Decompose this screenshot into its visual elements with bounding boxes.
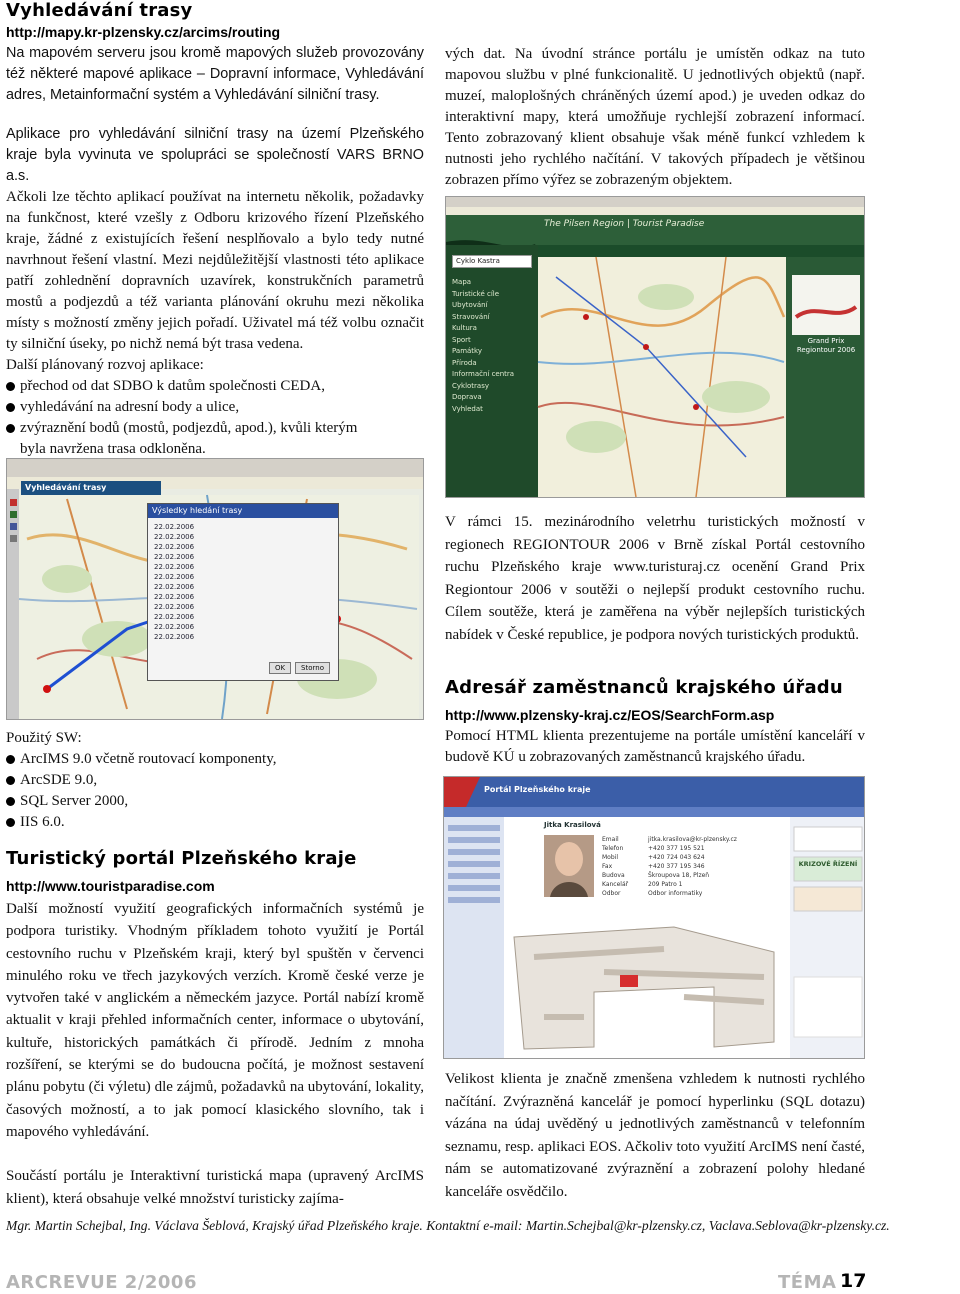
url-touristparadise[interactable]: http://www.touristparadise.com <box>6 878 215 894</box>
list-item: SQL Server 2000, <box>6 791 424 812</box>
section-software <box>6 728 424 833</box>
paragraph-interactive-map-continued: vých dat. Na úvodní stránce portálu je umístěn odkaz na tuto mapovou službu v plné funkcionalitě. U jednotlivých objektů (např. muzeí, maloplošných chráněných území apod.) je uveden odkaz do interaktivní mapy, která umožňuje rychlejší zobrazení informací. Tento zobrazovaný klient obsahuje však méně funkcí vzhledem k nutnosti jeho rychlého načítání. V takových případech je většinou zobrazen přímo výřez se zobrazeným objektem. <box>445 46 865 188</box>
table-row: 22.02.2006 <box>154 583 195 591</box>
field-value: Škroupova 18, Plzeň <box>648 872 710 879</box>
menu-item[interactable]: Stravování <box>452 312 490 321</box>
url-eos-search[interactable]: http://www.plzensky-kraj.cz/EOS/SearchForm.asp <box>445 707 775 723</box>
person-details <box>602 835 782 898</box>
portal-menu <box>452 277 534 415</box>
ok-button[interactable]: OK <box>269 662 291 674</box>
page-number: 17 <box>840 1270 867 1292</box>
field-value: +420 377 195 346 <box>648 863 705 870</box>
figure-tourist-portal <box>445 196 865 498</box>
list-item: vyhledávání na adresní body a ulice, <box>6 397 424 418</box>
paragraph-app-vars: Aplikace pro vyhledávání silniční trasy na území Plzeňského kraje byla vyvinuta ve spolupráci se společností VARS BRNO a.s. <box>6 126 424 184</box>
menu-item[interactable]: Sport <box>452 335 471 344</box>
paragraph-tourism-support: Další možností využití geografických informačních systémů je podpora turistiky. Vhodným příkladem tohoto využití je Portál cestovního ruchu v Plzeňském kraji, který byl spuštěn v červenci minulého roku ve třech jazykových verzích. Kromě české verze je vytvořen také v anglickém a německém jazyce. Portál nabízí kromě aktualit v kraji přehled informačních center, informace o ubytování, kultuře, historických památkách či přírodě. Jedním z mnoha rozšíření, se kterými se do budoucna počítá, je možnost sestavení plánu pobytu (či výletu) dle zájmů, požadavků na ubytování, lokality, časových možností, a to jak pomocí klasického slovního, tak i mapového vyhledávání. <box>6 901 424 1140</box>
paragraph-requirements: Ačkoli lze těchto aplikací používat na internetu několik, požadavky na funkčnost, které vzešly z Odboru krizového řízení Plzeňského kraje, žádné z existujících řešení nesplňovalo a bylo tedy nutné navrhnout řešení vlastní. Mezi nejdůležitější vlastnosti této aplikace patří zohlednění dopravních uzavírek, konstrukčních parametrů mostů a podjezdů a též varianta plánování okruhu mezi několika místy s možností změny jejich pořadí. Uživatel má též volbu označit ty silniční úseky, po nichž nemá být trasa vedena. <box>6 189 424 352</box>
field-label: Kancelář <box>602 881 629 888</box>
section-route-search <box>6 0 424 460</box>
paragraph-interactive-map: Součástí portálu je Interaktivní turistická mapa (upravený ArcIMS klient), která obsahuje velké množství turisticky zajíma- <box>6 1168 424 1207</box>
journal-name: ARCREVUE 2/2006 <box>6 1272 197 1293</box>
menu-item[interactable]: Mapa <box>452 278 472 286</box>
table-row: 22.02.2006 <box>154 523 195 531</box>
office-directory-screenshot <box>444 777 865 1059</box>
menu-item[interactable]: Památky <box>452 347 482 355</box>
section-client-size <box>445 1068 865 1203</box>
table-row: 22.02.2006 <box>154 593 195 601</box>
section-regiontour <box>445 511 865 646</box>
figure-office-directory <box>443 776 865 1059</box>
section-employee-directory <box>445 677 865 768</box>
person-name: Jitka Krasilová <box>544 821 601 829</box>
award-badge: Grand Prix Regiontour 2006 <box>796 337 856 354</box>
list-item: IIS 6.0. <box>6 812 424 833</box>
route-results-dialog <box>147 503 339 681</box>
field-value: Odbor informatiky <box>648 890 703 897</box>
url-routing[interactable]: http://mapy.kr-plzensky.cz/arcims/routing <box>6 24 281 40</box>
crisis-badge[interactable]: KRIZOVÉ ŘÍZENÍ <box>798 860 858 868</box>
paragraph-planned: Další plánovaný rozvoj aplikace: <box>6 357 204 373</box>
menu-item[interactable]: Cyklotrasy <box>452 381 490 390</box>
menu-item[interactable]: Turistické cíle <box>452 289 500 298</box>
heading-tourist-portal: Turistický portál Plzeňského kraje <box>6 848 357 869</box>
app-banner: Vyhledávání trasy <box>25 483 107 492</box>
figure-routing-app <box>6 458 424 720</box>
section-tourist-portal <box>6 848 424 1210</box>
field-label: Fax <box>602 863 613 870</box>
heading-employee-directory: Adresář zaměstnanců krajského úřadu <box>445 677 843 698</box>
menu-item[interactable]: Kultura <box>452 324 477 332</box>
table-row: 22.02.2006 <box>154 533 195 541</box>
field-label: Mobil <box>602 854 618 861</box>
table-row: 22.02.2006 <box>154 563 195 571</box>
menu-item[interactable]: Vyhledat <box>452 404 483 413</box>
portal-banner: The Pilsen Region | Tourist Paradise <box>544 219 705 229</box>
portal-banner: Portál Plzeňského kraje <box>484 785 591 794</box>
software-label: Použitý SW: <box>6 730 82 746</box>
paragraph-map-server: Na mapovém serveru jsou kromě mapových služeb provozovány též některé mapové aplikace – Dopravní informace, Vyhledávání adres, Metainformační systém a Vyhledávání silniční trasy. <box>6 45 424 103</box>
field-value: +420 724 043 624 <box>648 854 705 861</box>
table-row: 22.02.2006 <box>154 573 195 581</box>
table-row: 22.02.2006 <box>154 553 195 561</box>
list-item: přechod od dat SDBO k datům společnosti CEDA, <box>6 376 424 397</box>
field-value[interactable]: 209 Patro 1 <box>648 881 683 888</box>
dialog-title: Výsledky hledání trasy <box>148 504 338 518</box>
table-row: 22.02.2006 <box>154 623 195 631</box>
menu-item[interactable]: Ubytování <box>452 301 488 309</box>
field-label: Budova <box>602 872 625 879</box>
list-item: ArcSDE 9.0, <box>6 770 424 791</box>
field-value[interactable]: jitka.krasilova@kr-plzensky.cz <box>648 836 737 843</box>
paragraph-client-size: Velikost klienta je značně zmenšena vzhledem k nutnosti rychlého načítání. Zvýrazněná kancelář je pomocí hyperlinku (SQL dotazu) vázána na údaj uvěděný u jednotlivých zaměstnanců v telefonním seznamu, resp. aplikaci EOS. Ačkoliv toto využití ArcIMS není časté, nám se automatizované zvýraznění a zobrazení polohy hledané kanceláře osvědčilo. <box>445 1071 865 1200</box>
paragraph-html-client: Pomocí HTML klienta prezentujeme na portále umístění kanceláří v budově KÚ u zobrazovaných zaměstnanců krajského úřadu. <box>445 728 865 765</box>
menu-item[interactable]: Informační centra <box>452 370 515 378</box>
paragraph-regiontour: V rámci 15. mezinárodního veletrhu turistických možností v regionech REGIONTOUR 2006 v Brně získal Portál cestovního ruchu Plzeňského kraje www.turisturaj.cz ocenění Grand Prix Regiontour 2006 v soutěži o nejlepší produkt cestovního ruchu. Cílem soutěže, která je zaměřena na výběr nejlepších turistických nabídek v České republice, je podpora nových turistických produktů. <box>445 514 865 643</box>
list-item: ArcIMS 9.0 včetně routovací komponenty, <box>6 749 424 770</box>
menu-item[interactable]: Doprava <box>452 393 482 401</box>
list-item: zvýraznění bodů (mostů, podjezdů, apod.), kvůli kterým <box>6 418 424 439</box>
authors-line: Mgr. Martin Schejbal, Ing. Václava Šeblová, Krajský úřad Plzeňského kraje. Kontaktní e-mail: Martin.Schejbal@kr-plzensky.cz, Vaclava.Seblova@kr-plzensky.cz. <box>6 1218 890 1233</box>
search-input[interactable]: Cyklo Kastra <box>452 255 532 268</box>
table-row: 22.02.2006 <box>154 633 195 641</box>
section-tourist-portal-continued <box>445 44 865 191</box>
cancel-button[interactable]: Storno <box>295 662 330 674</box>
table-row: 22.02.2006 <box>154 613 195 621</box>
menu-item[interactable]: Příroda <box>452 358 477 367</box>
table-row: 22.02.2006 <box>154 543 195 551</box>
heading-route-search: Vyhledávání trasy <box>6 0 193 21</box>
list-item-continued: byla navržena trasa odkloněna. <box>20 441 206 457</box>
field-label: Email <box>602 836 619 843</box>
field-label: Telefon <box>602 845 624 852</box>
field-label: Odbor <box>602 890 621 897</box>
table-row: 22.02.2006 <box>154 603 195 611</box>
field-value: +420 377 195 521 <box>648 845 705 852</box>
section-label: TÉMA <box>778 1272 837 1293</box>
